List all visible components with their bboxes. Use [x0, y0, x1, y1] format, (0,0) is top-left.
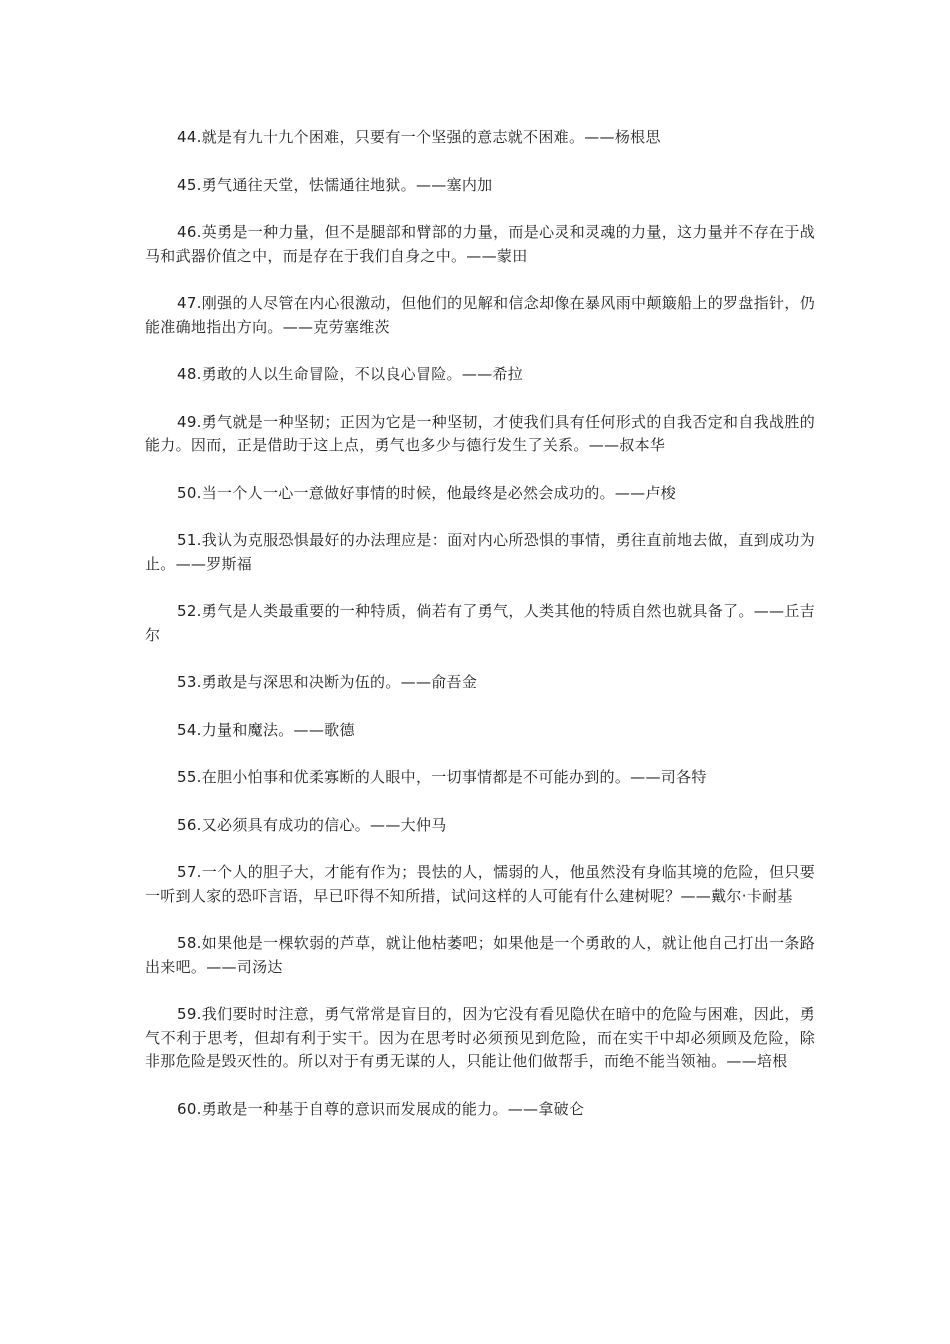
- quote-49: 49.勇气就是一种坚韧；正因为它是一种坚韧，才使我们具有任何形式的自我否定和自我战胜的能力。因而，正是借助于这上点，勇气也多少与德行发生了关系。——叔本华: [145, 412, 815, 454]
- quote-50: 50.当一个人一心一意做好事情的时候，他最终是必然会成功的。——卢梭: [177, 483, 677, 502]
- quote-44: 44.就是有九十九个困难，只要有一个坚强的意志就不困难。——杨根思: [177, 128, 661, 146]
- quote-56: 56.又必须具有成功的信心。——大仲马: [177, 815, 447, 834]
- quote-58: 58.如果他是一棵软弱的芦草，就让他枯萎吧；如果他是一个勇敢的人，就让他自己打出一条路出来吧。——司汤达: [145, 934, 815, 976]
- quote-48: 48.勇敢的人以生命冒险，不以良心冒险。——希拉: [177, 365, 524, 383]
- quote-list: [145, 126, 815, 1145]
- quote-59: 59.我们要时时注意，勇气常常是盲目的，因为它没有看见隐伏在暗中的危险与困难，因此，勇气不利于思考，但却有利于实干。因为在思考时必须预见到危险，而在实干中却必须顾及危险，除非那危险是毁灭性的。所以对于有勇无谋的人，只能让他们做帮手，而绝不能当领袖。——培根: [145, 1005, 815, 1070]
- quote-45: 45.勇气通往天堂，怯懦通往地狱。——塞内加: [177, 175, 493, 194]
- quote-51: 51.我认为克服恐惧最好的办法理应是：面对内心所恐惧的事情，勇往直前地去做，直到成功为止。——罗斯福: [145, 531, 815, 573]
- quote-52: 52.勇气是人类最重要的一种特质，倘若有了勇气，人类其他的特质自然也就具备了。——丘吉尔: [145, 602, 815, 644]
- quote-53: 53.勇敢是与深思和决断为伍的。——俞吾金: [177, 673, 478, 691]
- quote-57: 57.一个人的胆子大，才能有作为；畏怯的人，懦弱的人，他虽然没有身临其境的危险，但只要一听到人家的恐吓言语，早已吓得不知所措，试问这样的人可能有什么建树呢？——戴尔·卡耐基: [145, 863, 815, 905]
- quote-54: 54.力量和魔法。——歌德: [177, 720, 355, 739]
- quote-60: 60.勇敢是一种基于自尊的意识而发展成的能力。——拿破仑: [177, 1099, 585, 1118]
- quote-47: 47.刚强的人尽管在内心很激动，但他们的见解和信念却像在暴风雨中颠簸船上的罗盘指针，仍能准确地指出方向。——克劳塞维茨: [145, 294, 815, 336]
- quote-55: 55.在胆小怕事和优柔寡断的人眼中，一切事情都是不可能办到的。——司各特: [177, 768, 707, 786]
- quote-46: 46.英勇是一种力量，但不是腿部和臂部的力量，而是心灵和灵魂的力量，这力量并不存在于战马和武器价值之中，而是存在于我们自身之中。——蒙田: [145, 223, 815, 265]
